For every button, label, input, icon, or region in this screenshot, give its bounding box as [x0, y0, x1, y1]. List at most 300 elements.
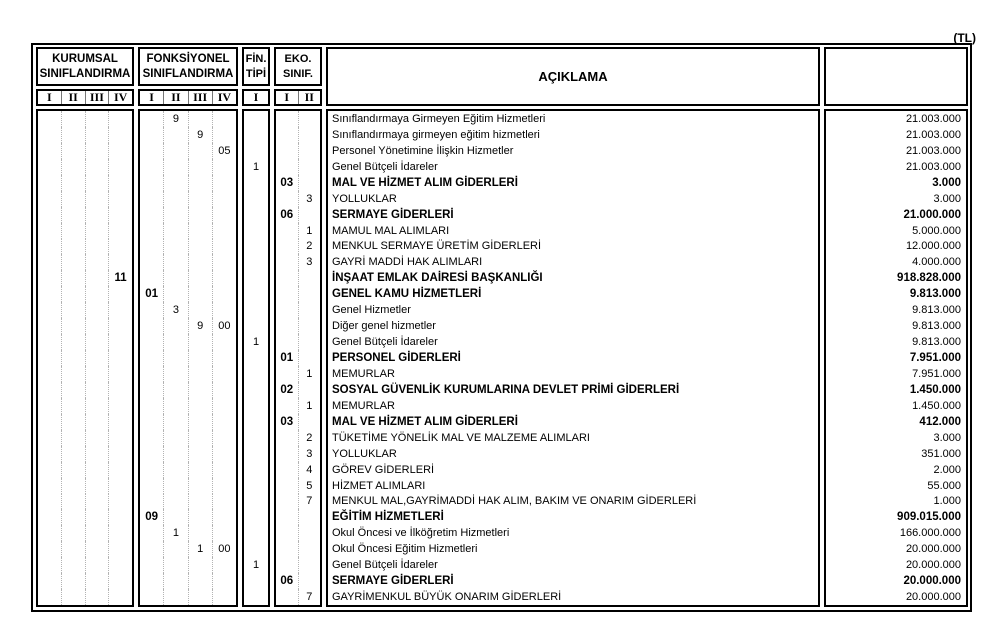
aciklama-cell: Sınıflandırmaya Girmeyen Eğitim Hizmetleri: [332, 112, 546, 125]
kurumsal-code-cell: [38, 414, 61, 430]
table-row: [328, 350, 818, 366]
fonksiyonel-code-cell: [212, 127, 236, 143]
kurumsal-code-cell: [38, 350, 61, 366]
table-row: [328, 557, 818, 573]
fonksiyonel-code-cell: [163, 494, 187, 510]
table-row: [328, 334, 818, 350]
fonksiyonel-code-cell: [212, 254, 236, 270]
table-row: [276, 302, 320, 318]
fonksiyonel-code-cell: [212, 191, 236, 207]
table-row: [276, 414, 320, 430]
table-row: [826, 350, 966, 366]
table-row: [140, 159, 236, 175]
table-row: [140, 478, 236, 494]
kurumsal-code-cell: [85, 525, 109, 541]
kurumsal-code-cell: [38, 398, 61, 414]
kurumsal-code-cell: [85, 509, 109, 525]
eko-code-cell: [298, 270, 321, 286]
kurumsal-code-cell: [61, 270, 85, 286]
fonksiyonel-code-cell: [188, 350, 212, 366]
aciklama-cell: MEMURLAR: [332, 367, 395, 380]
eko-code-cell: [276, 446, 298, 462]
eko-code-cell: 4: [298, 462, 321, 478]
kurumsal-code-cell: [61, 525, 85, 541]
fonksiyonel-code-cell: [140, 446, 163, 462]
kurumsal-code-cell: [38, 143, 61, 159]
table-row: [276, 494, 320, 510]
fonksiyonel-code-cell: [212, 382, 236, 398]
aciklama-cell: SERMAYE GİDERLERİ: [332, 575, 454, 588]
eko-code-cell: [298, 143, 321, 159]
table-row: [38, 509, 132, 525]
table-row: [826, 334, 966, 350]
eko-code-cell: 1: [298, 223, 321, 239]
fonksiyonel-code-cell: [212, 286, 236, 302]
fonksiyonel-code-cell: [212, 573, 236, 589]
table-row: [276, 350, 320, 366]
eko-code-cell: [298, 175, 321, 191]
table-row: [826, 414, 966, 430]
fonksiyonel-code-cell: [140, 302, 163, 318]
aciklama-cell: MAMUL MAL ALIMLARI: [332, 224, 450, 237]
fonksiyonel-code-cell: [163, 573, 187, 589]
fonksiyonel-header-line1: FONKSİYONEL: [146, 52, 230, 65]
amount-cell: 9.813.000: [912, 320, 961, 333]
table-row: [826, 509, 966, 525]
eko-code-cell: [298, 334, 321, 350]
table-row: [38, 446, 132, 462]
fonksiyonel-code-cell: [188, 509, 212, 525]
fonksiyonel-code-cell: [212, 159, 236, 175]
aciklama-cell: GAYRİ MADDİ HAK ALIMLARI: [332, 256, 483, 269]
fonksiyonel-code-cell: [188, 191, 212, 207]
fonksiyonel-subcol-label: IV: [212, 91, 236, 104]
fonksiyonel-code-cell: [163, 143, 187, 159]
table-row: [244, 541, 268, 557]
amount-cell: 12.000.000: [905, 240, 961, 253]
aciklama-cell: Okul Öncesi ve İlköğretim Hizmetleri: [332, 527, 510, 540]
table-row: [140, 398, 236, 414]
table-row: [38, 127, 132, 143]
kurumsal-code-cell: [61, 509, 85, 525]
table-row: [276, 286, 320, 302]
aciklama-cell: SOSYAL GÜVENLİK KURUMLARINA DEVLET PRİMİ GİDERLERİ: [332, 383, 680, 396]
kurumsal-code-cell: [108, 557, 132, 573]
table-row: [38, 286, 132, 302]
eko-code-cell: [298, 509, 321, 525]
amount-cell: 7.951.000: [912, 367, 961, 380]
kurumsal-code-cell: [108, 366, 132, 382]
kurumsal-code-cell: [85, 414, 109, 430]
table-row: [38, 430, 132, 446]
table-row: [826, 382, 966, 398]
table-row: [38, 525, 132, 541]
table-row: [276, 573, 320, 589]
kurumsal-code-cell: [61, 143, 85, 159]
table-row: [826, 430, 966, 446]
fonksiyonel-code-cell: [188, 207, 212, 223]
table-row: [826, 557, 966, 573]
table-row: [328, 223, 818, 239]
fonksiyonel-code-cell: [140, 159, 163, 175]
eko-code-cell: [298, 159, 321, 175]
eko-code-cell: 03: [280, 415, 294, 428]
table-row: [276, 557, 320, 573]
kurumsal-code-cell: [61, 175, 85, 191]
amount-cell: 1.000: [933, 495, 961, 508]
table-row: [826, 223, 966, 239]
kurumsal-code-cell: [108, 494, 132, 510]
fonksiyonel-code-cell: [163, 159, 187, 175]
kurumsal-header-line1: KURUMSAL: [52, 52, 118, 65]
table-row: [826, 207, 966, 223]
aciklama-cell: GENEL KAMU HİZMETLERİ: [332, 288, 482, 301]
table-row: [328, 494, 818, 510]
table-row: [140, 254, 236, 270]
table-row: [140, 223, 236, 239]
fonksiyonel-subcol-label: II: [163, 91, 187, 104]
fonksiyonel-code-cell: 00: [212, 318, 236, 334]
table-row: [328, 382, 818, 398]
fonksiyonel-code-cell: [188, 557, 212, 573]
table-row: [140, 111, 236, 127]
amount-cell: 3.000: [932, 176, 961, 189]
table-row: [38, 111, 132, 127]
aciklama-cell: PERSONEL GİDERLERİ: [332, 352, 461, 365]
table-row: [328, 478, 818, 494]
table-row: [140, 143, 236, 159]
table-row: [38, 366, 132, 382]
currency-unit-label: (TL): [953, 31, 976, 45]
fin-tipi-code-cell: 1: [252, 336, 260, 349]
table-row: [276, 366, 320, 382]
eko-code-cell: [298, 302, 321, 318]
kurumsal-code-cell: [108, 159, 132, 175]
fin-tipi-code-cell: [244, 382, 268, 398]
table-row: [38, 382, 132, 398]
amount-cell: 20.000.000: [905, 591, 961, 604]
table-row: [826, 573, 966, 589]
fonksiyonel-code-cell: 9: [188, 318, 212, 334]
eko-code-cell: 7: [298, 494, 321, 510]
amount-cell: 20.000.000: [903, 575, 961, 588]
fonksiyonel-code-cell: [212, 589, 236, 605]
fonksiyonel-code-cell: [188, 143, 212, 159]
fin-tipi-code-cell: [244, 223, 268, 239]
aciklama-cell: MENKUL MAL,GAYRİMADDİ HAK ALIM, BAKIM VE ONARIM GİDERLERİ: [332, 495, 697, 508]
eko-code-cell: [276, 159, 298, 175]
fin-tipi-code-cell: [244, 494, 268, 510]
fonksiyonel-code-cell: [140, 191, 163, 207]
fonksiyonel-code-cell: [140, 270, 163, 286]
kurumsal-code-cell: [61, 239, 85, 255]
table-row: [276, 318, 320, 334]
table-row: [244, 382, 268, 398]
fonksiyonel-code-cell: [188, 398, 212, 414]
table-row: [38, 302, 132, 318]
kurumsal-header-line2: SINIFLANDIRMA: [39, 67, 131, 80]
fonksiyonel-code-cell: [163, 350, 187, 366]
kurumsal-code-cell: [108, 111, 132, 127]
fonksiyonel-code-cell: [188, 382, 212, 398]
amount-header: [824, 47, 968, 106]
eko-subcol-label: I: [284, 90, 290, 104]
fonksiyonel-code-cell: [212, 175, 236, 191]
fonksiyonel-code-cell: [212, 207, 236, 223]
table-row: [140, 414, 236, 430]
kurumsal-code-cell: [85, 207, 109, 223]
fin-tipi-code-cell: [244, 143, 268, 159]
table-row: [826, 254, 966, 270]
table-row: [276, 430, 320, 446]
table-row: [244, 446, 268, 462]
table-row: [328, 111, 818, 127]
table-row: [244, 286, 268, 302]
table-row: [276, 398, 320, 414]
table-row: [276, 525, 320, 541]
fonksiyonel-code-cell: [140, 478, 163, 494]
table-row: [140, 334, 236, 350]
fonksiyonel-code-cell: [140, 350, 163, 366]
table-row: [140, 509, 236, 525]
table-row: [276, 478, 320, 494]
amount-cell: 9.813.000: [912, 304, 961, 317]
kurumsal-code-cell: [108, 398, 132, 414]
fonksiyonel-code-cell: [163, 462, 187, 478]
table-row: [140, 270, 236, 286]
eko-code-cell: 3: [298, 254, 321, 270]
fonksiyonel-code-cell: [212, 509, 236, 525]
kurumsal-code-cell: [108, 254, 132, 270]
table-row: [244, 573, 268, 589]
table-row: [328, 525, 818, 541]
kurumsal-code-cell: [38, 462, 61, 478]
fonksiyonel-code-cell: [140, 589, 163, 605]
table-row: [276, 143, 320, 159]
kurumsal-code-cell: [38, 525, 61, 541]
fonksiyonel-code-cell: [188, 302, 212, 318]
fonksiyonel-header-line2: SINIFLANDIRMA: [142, 67, 234, 80]
kurumsal-code-cell: [61, 414, 85, 430]
table-row: [38, 239, 132, 255]
eko-code-cell: [276, 334, 298, 350]
table-row: [140, 525, 236, 541]
kurumsal-code-cell: [38, 573, 61, 589]
eko-code-cell: [298, 127, 321, 143]
kurumsal-code-cell: [38, 557, 61, 573]
fin-tipi-code-cell: 1: [252, 559, 260, 572]
table-row: [276, 239, 320, 255]
table-row: [826, 366, 966, 382]
kurumsal-code-cell: [108, 175, 132, 191]
kurumsal-code-cell: [108, 382, 132, 398]
fonksiyonel-code-cell: [140, 254, 163, 270]
amount-cell: 412.000: [919, 415, 961, 428]
kurumsal-code-cell: [61, 462, 85, 478]
table-row: [244, 525, 268, 541]
table-row: [244, 270, 268, 286]
fin-tipi-code-cell: 1: [252, 160, 260, 173]
table-row: [328, 159, 818, 175]
fonksiyonel-code-cell: [212, 525, 236, 541]
table-row: [244, 589, 268, 605]
fonksiyonel-code-cell: [163, 430, 187, 446]
fonksiyonel-code-cell: [140, 525, 163, 541]
table-row: [328, 239, 818, 255]
kurumsal-code-cell: [61, 366, 85, 382]
fonksiyonel-code-cell: [188, 239, 212, 255]
kurumsal-code-cell: [38, 302, 61, 318]
eko-code-cell: [298, 350, 321, 366]
eko-code-cell: [276, 478, 298, 494]
table-row: [276, 446, 320, 462]
table-row: [328, 127, 818, 143]
fin-tipi-code-cell: [244, 191, 268, 207]
fonksiyonel-code-cell: [212, 239, 236, 255]
eko-code-cell: [276, 557, 298, 573]
table-row: [328, 366, 818, 382]
eko-code-cell: [276, 398, 298, 414]
kurumsal-code-cell: [85, 159, 109, 175]
kurumsal-code-cell: [85, 382, 109, 398]
table-row: [140, 366, 236, 382]
table-row: [140, 191, 236, 207]
kurumsal-code-cell: [108, 509, 132, 525]
fonksiyonel-code-cell: [140, 414, 163, 430]
table-row: [38, 334, 132, 350]
eko-code-cell: 1: [298, 366, 321, 382]
eko-code-cell: [298, 414, 321, 430]
amount-cell: 21.003.000: [905, 160, 961, 173]
kurumsal-code-cell: [108, 462, 132, 478]
amount-cell: 21.000.000: [903, 208, 961, 221]
fin-tipi-code-cell: [244, 270, 268, 286]
fin-tipi-code-cell: [244, 509, 268, 525]
fonksiyonel-code-cell: [212, 478, 236, 494]
eko-code-cell: [276, 366, 298, 382]
fonksiyonel-code-cell: [163, 478, 187, 494]
table-row: [38, 175, 132, 191]
kurumsal-code-cell: [61, 318, 85, 334]
fonksiyonel-code-cell: [163, 127, 187, 143]
kurumsal-code-cell: [61, 111, 85, 127]
eko-code-cell: 06: [280, 208, 294, 221]
kurumsal-subheader: [36, 89, 134, 106]
kurumsal-code-cell: [108, 207, 132, 223]
kurumsal-subcol-label: II: [61, 91, 85, 104]
table-row: [276, 254, 320, 270]
fonksiyonel-code-cell: [140, 541, 163, 557]
table-row: [140, 239, 236, 255]
fin-tipi-header-line2: TİPİ: [245, 67, 267, 80]
eko-code-cell: [298, 382, 321, 398]
amount-cell: 21.003.000: [905, 128, 961, 141]
fonksiyonel-code-cell: [212, 414, 236, 430]
kurumsal-code-cell: [108, 143, 132, 159]
fin-tipi-code-cell: [244, 430, 268, 446]
kurumsal-code-cell: [85, 191, 109, 207]
kurumsal-code-cell: [85, 286, 109, 302]
table-row: [328, 191, 818, 207]
kurumsal-code-cell: [61, 127, 85, 143]
kurumsal-code-cell: [85, 398, 109, 414]
eko-code-cell: [276, 286, 298, 302]
fonksiyonel-code-cell: 9: [163, 111, 187, 127]
aciklama-cell: MEMURLAR: [332, 399, 395, 412]
eko-code-cell: [298, 541, 321, 557]
kurumsal-code-cell: [85, 318, 109, 334]
fonksiyonel-code-cell: [140, 223, 163, 239]
aciklama-cell: Genel Bütçeli İdareler: [332, 559, 438, 572]
kurumsal-code-cell: [85, 334, 109, 350]
fin-tipi-code-cell: [244, 414, 268, 430]
fonksiyonel-code-cell: 05: [212, 143, 236, 159]
fonksiyonel-body: [138, 109, 238, 607]
fonksiyonel-code-cell: [188, 494, 212, 510]
table-row: [328, 302, 818, 318]
fin-tipi-code-cell: [244, 254, 268, 270]
table-row: [140, 446, 236, 462]
fin-subcol-label: I: [253, 90, 259, 104]
table-row: [328, 286, 818, 302]
table-row: [328, 589, 818, 605]
fonksiyonel-code-cell: [140, 557, 163, 573]
fonksiyonel-code-cell: [163, 509, 187, 525]
kurumsal-code-cell: [108, 430, 132, 446]
fonksiyonel-code-cell: [188, 589, 212, 605]
amount-cell: 20.000.000: [905, 559, 961, 572]
table-row: [38, 589, 132, 605]
aciklama-cell: GAYRİMENKUL BÜYÜK ONARIM GİDERLERİ: [332, 591, 562, 604]
amount-cell: 918.828.000: [897, 272, 961, 285]
aciklama-cell: EĞİTİM HİZMETLERİ: [332, 511, 444, 524]
aciklama-cell: Personel Yönetimine İlişkin Hizmetler: [332, 144, 514, 157]
kurumsal-code-cell: [61, 286, 85, 302]
fonksiyonel-subcol-label: I: [149, 90, 154, 104]
eko-code-cell: [298, 286, 321, 302]
eko-code-cell: [276, 239, 298, 255]
table-row: [276, 191, 320, 207]
table-row: [244, 557, 268, 573]
kurumsal-code-cell: [108, 478, 132, 494]
kurumsal-code-cell: [38, 589, 61, 605]
table-row: [244, 143, 268, 159]
kurumsal-code-cell: [85, 254, 109, 270]
fonksiyonel-code-cell: [163, 334, 187, 350]
table-row: [38, 398, 132, 414]
fonksiyonel-code-cell: [188, 478, 212, 494]
table-row: [140, 350, 236, 366]
table-row: [328, 414, 818, 430]
fonksiyonel-code-cell: [163, 254, 187, 270]
table-row: [826, 286, 966, 302]
table-row: [244, 223, 268, 239]
fin-tipi-body: [242, 109, 270, 607]
table-row: [276, 589, 320, 605]
table-row: [826, 541, 966, 557]
fonksiyonel-code-cell: [188, 573, 212, 589]
fonksiyonel-code-cell: [163, 239, 187, 255]
kurumsal-header: [36, 47, 134, 86]
fonksiyonel-code-cell: [140, 494, 163, 510]
table-row: [328, 462, 818, 478]
fonksiyonel-code-cell: [212, 494, 236, 510]
table-row: [826, 302, 966, 318]
eko-code-cell: [276, 589, 298, 605]
kurumsal-code-cell: [61, 478, 85, 494]
kurumsal-code-cell: [61, 541, 85, 557]
kurumsal-code-cell: [108, 525, 132, 541]
